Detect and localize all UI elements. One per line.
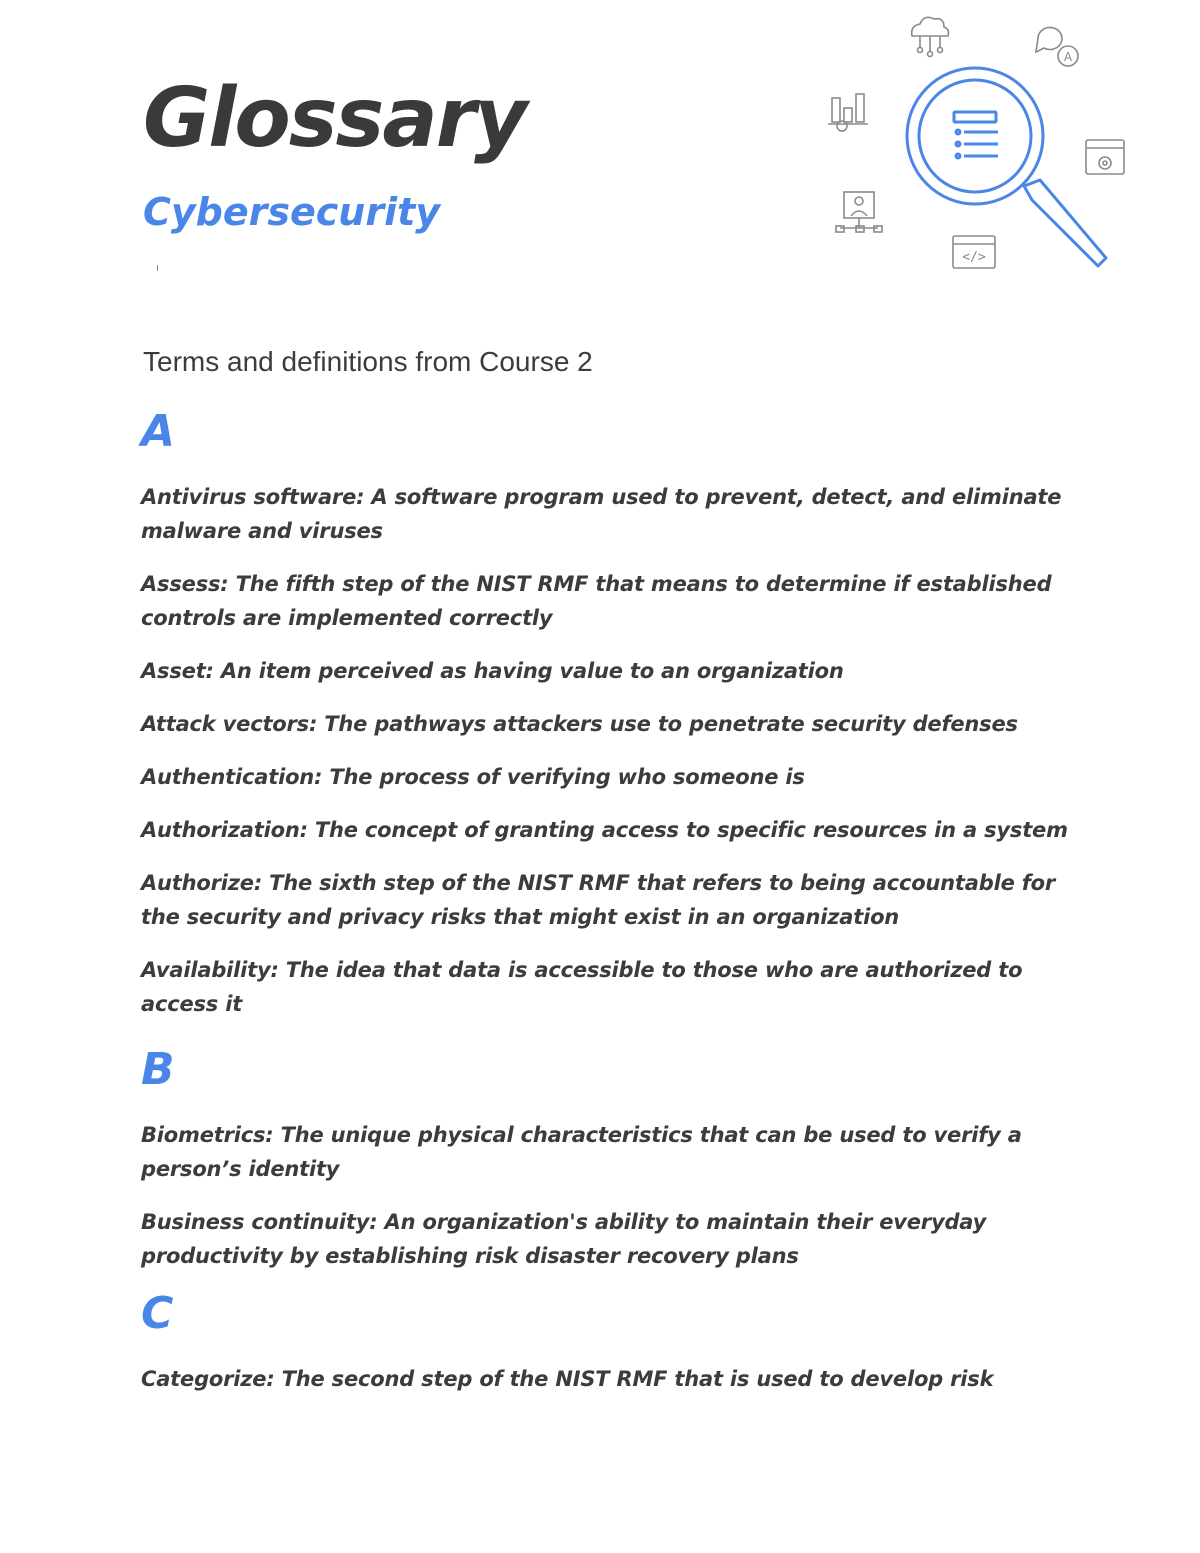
chat-translate-icon [1036,27,1078,66]
badge-letter: A [1063,50,1073,64]
code-glyph: </> [962,250,986,265]
glossary-body [141,402,1071,1415]
glossary-term: Asset: An item perceived as having value to an organization [141,659,844,683]
glossary-term: Authentication: The process of verifying who someone is [141,765,805,789]
divider-tick [157,265,158,271]
section-c [141,1284,1071,1396]
glossary-term: Attack vectors: The pathways attackers use to penetrate security defenses [141,712,1018,736]
glossary-term: Assess: The fifth step of the NIST RMF that means to determine if established controls are implemented correctly [141,572,1052,630]
section-b [141,1040,1071,1273]
settings-window-icon [1086,140,1124,174]
term-list-b [141,1118,1071,1273]
cloud-network-icon [912,17,949,56]
section-letter-a: A [141,406,176,457]
list-icon [954,112,998,158]
term-list-a [141,480,1071,1021]
glossary-term: Authorize: The sixth step of the NIST RMF that refers to being accountable for the security and privacy risks that might exist in an organization [141,871,1056,929]
glossary-term: Biometrics: The unique physical characteristics that can be used to verify a person’s identity [141,1123,1022,1181]
glossary-illustration [820,8,1140,280]
org-chart-icon [836,192,882,232]
code-window-icon [953,236,995,268]
glossary-term: Antivirus software: A software program used to prevent, detect, and eliminate malware and viruses [141,485,1062,543]
page-title: Glossary [143,71,526,166]
section-letter-b: B [141,1044,175,1095]
page-subtitle: Cybersecurity [143,190,441,234]
section-letter-c: C [141,1288,174,1339]
glossary-term: Business continuity: An organization's ability to maintain their everyday productivity by establishing risk disaster recovery plans [141,1210,987,1268]
glossary-term: Categorize: The second step of the NIST RMF that is used to develop risk [141,1367,994,1391]
term-list-c [141,1362,1071,1396]
magnifier-icon [907,68,1106,266]
bar-chart-icon [828,94,868,131]
intro-text: Terms and definitions from Course 2 [143,346,593,377]
glossary-term: Availability: The idea that data is accessible to those who are authorized to access it [141,958,1023,1016]
glossary-term: Authorization: The concept of granting access to specific resources in a system [141,818,1068,842]
section-a [141,402,1071,1021]
